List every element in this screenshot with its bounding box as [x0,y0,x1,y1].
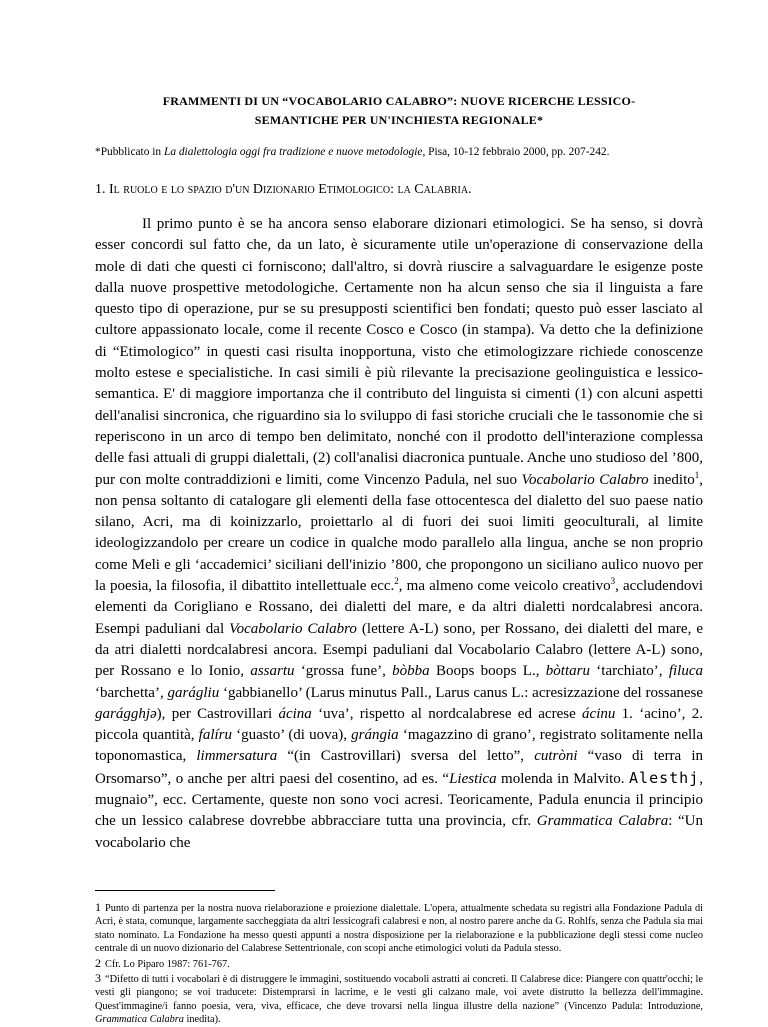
publication-note-prefix: *Pubblicato in [95,146,164,158]
footnote-ref-3[interactable]: 3 [610,576,616,587]
body-text-run: ‘grossa fune’, [294,663,393,680]
footnotes [95,901,703,1027]
footnote-text: Punto di partenza per la nostra nuova rielaborazione e proiezione dialettale. L'opera, attualmente schedata su registri alla Fondazione Padula di Acri, è stata, comunque, largamente saccheggiata da altri lessicografi calabresi e non, al nostro parere anche da G. Rohlfs, senza che Padula sia mai stato nominato. La Fondazione ha messo questi appunti a nostra disposizione per la rielaborazione e la pubblicazione degli stessi come nucleo centrale di un nuovo dizionario del Calabrese Settentrionale, con scopi anche etimologici voluti da Padula stesso. [95,902,703,955]
body-text-run: molenda in Malvito. [496,770,630,787]
dialect-word: grángia [351,727,399,744]
body-text-run: ‘tarchiato’, [589,663,669,680]
dialect-word: filuca [668,663,703,680]
dialect-word: falíru [198,727,232,744]
footnote-ref-1[interactable]: 1 [694,469,700,480]
dialect-word-special-font: Alesthj [629,768,700,787]
body-text-run: (lettere A-L) sono, per Rossano, dei dialetti del mare, e da atri dialetti nordcalabresi ancora. Esempi paduliani dal Vocabolario Calabro (lettere A-L) sono, per Rossano e lo Ionio, [95,620,703,680]
section-heading: 1. Il ruolo e lo spazio d'un Dizionario Etimologico: la Calabria. [95,182,472,197]
dialect-word: ácinu [582,705,616,722]
italic-title: Grammatica Calabra [95,1014,184,1026]
body-text-run: Boops boops L., [429,663,546,680]
italic-title: Vocabolario Calabro [521,471,649,488]
body-text-run: ‘uva’, rispetto al nordcalabrese ed acrese [311,705,583,722]
footnote-text: inedita). [183,1014,221,1026]
article-title-line-1: FRAMMENTI DI UN “VOCABOLARIO CALABRO”: NUOVE RICERCHE LESSICO- [162,94,636,108]
body-text-run: inedito [648,471,695,488]
body-text-run: Il primo punto è se ha ancora senso elaborare dizionari etimologici. Se ha senso, si dovrà esser concordi sul fatto che, da un lato, è sicuramente utile un'operazione di conservazione della mole di dati che questi ci forniscono; dall'altro, si dovrà riuscire a salvaguardare le esigenze poste dalla nuove prospettive metodologiche. Certamente non ha alcun senso che sia il linguista a fare questo tipo di operazione, pur se su presupposti scientifici ben fondati; questo può esser lasciato al cultore appassionato locale, come il recente Cosco e Cosco (in stampa). Va detto che la definizione di “Etimologico” in questi casi risulta inopportuna, visto che etimologizzare richiede conoscenze molto estese e specialistiche. In casi simili è più rilevante la precisazione geolinguistica e lessico-semantica. E' di maggiore importanza che il contributo del linguista si cimenti (1) con alcuni aspetti dell'analisi sincronica, che riguardino sia lo sviluppo di fasi storiche cruciali che le tassonomie che si reperiscono in un arco di tempo ben delimitato, nonché con il prodotto dell'interazione complessa delle fasi attuali di gruppi dialettali, (2) coll'analisi diacronica puntuale. Anche uno studioso del ’800, pur con molte contraddizioni e limiti, come Vincenzo Padula, nel suo [95,216,703,488]
dialect-word: bòttaru [545,663,590,680]
body-text-run: : “Un vocabolario che [95,813,703,851]
body-text-run: “(in Castrovillari) sversa del letto”, [277,748,535,765]
footnote-2 [95,957,703,971]
body-text-run: “vaso di terra in Orsomarso”, o anche per altri paesi del cosentino, ad es. “ [95,748,704,787]
dialect-word: ácina [278,705,312,722]
dialect-word: Liestica [449,770,497,787]
publication-note [95,145,703,159]
footnote-number: 1 [95,899,101,914]
dialect-word: garágghjə [95,705,157,722]
body-text-run: ‘gabbianello’ (Larus minutus Pall., Larus canus L.: acresizzazione del rossanese [219,684,704,701]
body-text-run: , accludendovi elementi da Corigliano e Rossano, dei dialetti del mare, e da altri dialetti nordcalabresi ancora. Esempi paduliani dal [95,578,703,637]
dialect-word: limmersatura [196,748,278,765]
footnote-number: 3 [95,970,101,985]
footnote-text: “Difetto di tutti i vocabolari è di distruggere le immagini, sostituendo vocaboli astratti ai concreti. Il Calabrese dice: Piangere con quattr'occhi; le vesti gli piangono; se voi traducete: Distemprarsi in lacrime, e le vesti gli calzano male, voi avete distrutto la bellezza dell'immagine. Quest'immagine/i fanno poesia, vera, viva, efficace, che deve trovarsi nella lingua illustre della nazione” (Vincenzo Padula: Introduzione, [95,973,703,1012]
body-text-run: , mugnaio”, ecc. Certamente, queste non sono voci acresi. Teoricamente, Padula enuncia il principio che un lessico calabrese dovrebbe abbracciare tutta una provincia, cfr. [95,770,703,830]
footnote-number: 2 [95,955,101,970]
body-text-run: , non pensa soltanto di catalogare gli elementi della fase ottocentesca del dialetto del suo paese natio silano, Acri, ma di koinizzarlo, proiettarlo al di fuori dei suoi limiti geoculturali, al limite ideologizzandolo per creare un codice in qualche modo parallelo alla lingua, anche se non proprio come Meli e gli ‘accademici’ siciliani dell'inizio ’800, che propongono un siciliano aulico nuovo per la poesia, la filosofia, il dibattito intellettuale ecc. [95,471,703,595]
footnote-3 [95,972,703,1027]
footnote-1 [95,901,703,956]
publication-note-suffix: , Pisa, 10-12 febbraio 2000, pp. 207-242. [422,146,610,158]
article-title-line-2: SEMANTICHE PER UN'INCHIESTA REGIONALE* [254,113,544,127]
italic-title: Vocabolario Calabro [229,620,357,637]
dialect-word: assartu [250,663,295,680]
body-text-run: ‘magazzino di grano’, registrato solitamente nella toponomastica, [95,727,703,765]
publication-venue: La dialettologia oggi fra tradizione e nuove metodologie [163,146,423,158]
footnote-ref-2[interactable]: 2 [394,576,399,587]
footnote-text: Cfr. Lo Piparo 1987: 761-767. [105,958,230,970]
article-title [95,92,703,130]
body-text-run: 1. ‘acino’, 2. piccola quantità, [95,705,703,744]
italic-title: Grammatica Calabra [536,813,669,830]
body-paragraph [95,214,703,854]
body-text-run: , ma almeno come veicolo creativo [398,578,611,595]
dialect-word: cutròni [534,748,578,765]
body-text-run: ‘guasto’ (di uova), [232,727,352,744]
footnote-divider [95,890,275,891]
dialect-word: garágliu [167,684,220,701]
body-text-run: ‘barchetta’, [95,684,168,701]
dialect-word: bòbba [392,663,430,680]
body-text-run: ), per Castrovillari [156,705,279,722]
